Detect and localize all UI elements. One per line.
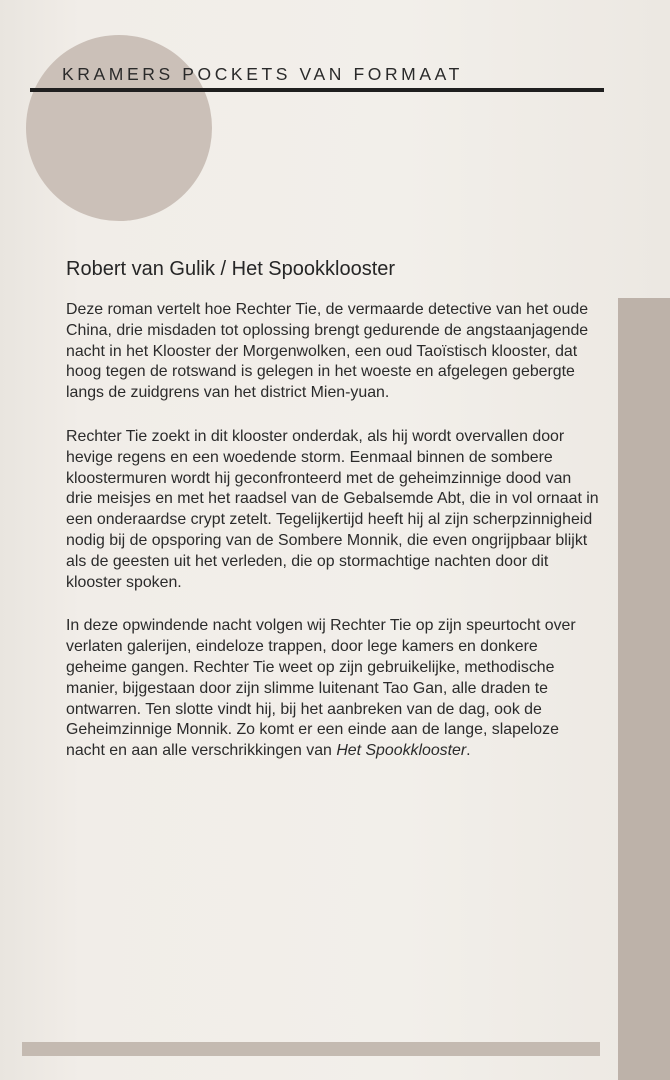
series-title: KRAMERS POCKETS VAN FORMAAT xyxy=(62,64,463,84)
book-title: Robert van Gulik / Het Spookklooster xyxy=(66,258,396,280)
blurb-paragraph-3-text: In deze opwindende nacht volgen wij Rechter Tie op zijn speurtocht over verlaten galerijen, eindeloze trappen, door lege kamers en donkere geheime gangen. Rechter Tie weet op zijn gebruikelijke, methodische manier, bijgestaan door zijn slimme luitenant Tao Gan, alle draden te ontwarren. Ten slotte vindt hij, bij het aanbreken van de dag, ook de Geheimzinnige Monnik. Zo komt er een einde aan de lange, slapeloze nacht en aan alle verschrikkingen van xyxy=(66,617,576,760)
series-rule xyxy=(30,88,604,92)
blurb-paragraph-1: Deze roman vertelt hoe Rechter Tie, de vermaarde detective van het oude China, drie misdaden tot oplossing brengt gedurende de angstaanjagende nacht in het Klooster der Morgenwolken, een oud Taoïstisch klooster, dat hoog tegen de rotswand is gelegen in het woeste en afgelegen gebergte langs de zuidgrens van het district Mien-yuan. xyxy=(66,301,589,402)
bottom-strip xyxy=(22,1042,600,1056)
side-panel xyxy=(618,298,670,1080)
blurb-paragraph-3 xyxy=(66,616,600,762)
blurb xyxy=(66,300,600,785)
blurb-book-title-italic: Het Spookklooster xyxy=(336,742,467,760)
decorative-circle xyxy=(26,35,212,221)
blurb-paragraph-3-end: . xyxy=(466,742,471,760)
blurb-paragraph-2: Rechter Tie zoekt in dit klooster onderdak, als hij wordt overvallen door hevige regens en een woedende storm. Eenmaal binnen de sombere kloostermuren wordt hij geconfronteerd met de geheimzinnige dood van drie meisjes en met het raadsel van de Gebalsemde Abt, die in vol ornaat in een onderaardse crypt zetelt. Tegelijkertijd heeft hij al zijn scherpzinnigheid nodig bij de opsporing van de Sombere Monnik, die even ongrijpbaar blijkt als de geesten uit het verleden, die op stormachtige nachten door dit klooster spoken. xyxy=(66,427,599,591)
